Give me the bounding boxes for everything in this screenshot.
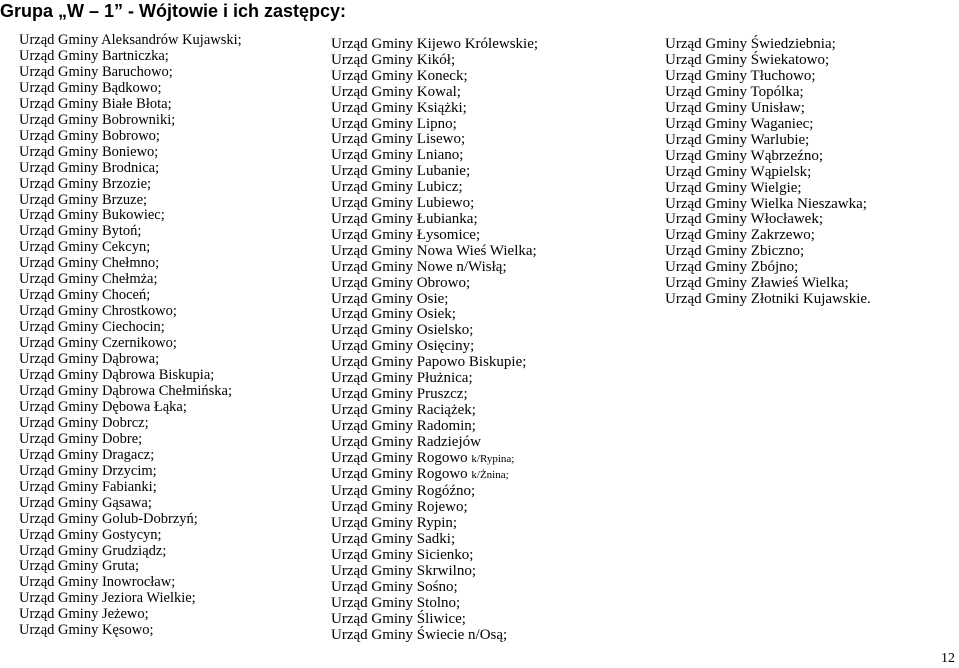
office-list-item: Urząd Gminy Skrwilno; [331, 562, 476, 579]
offices-column-2 [331, 37, 538, 643]
office-list-item: Urząd Gminy Osiek; [331, 306, 456, 323]
offices-column-3 [665, 37, 871, 308]
office-list-item: Urząd Gminy Choceń; [19, 287, 151, 304]
office-list-item: Urząd Gminy Sadki; [331, 531, 456, 548]
office-list-item: Urząd Gminy Kowal; [331, 83, 461, 100]
office-list-item: Urząd Gminy Ciechocin; [19, 319, 165, 336]
office-list-item: Urząd Gminy Gostycyn; [19, 526, 162, 543]
office-list-item: Urząd Gminy Dąbrowa; [19, 351, 160, 368]
office-list-item: Urząd Gminy Raciążek; [331, 401, 476, 418]
office-list-item: Urząd Gminy Rogóźno; [331, 483, 476, 500]
office-list-item: Urząd Gminy Świekatowo; [665, 51, 830, 68]
office-list-item: Urząd Gminy Dąbrowa Biskupia; [19, 367, 215, 384]
office-list-item: Urząd Gminy Chełmno; [19, 255, 160, 272]
office-list-item: Urząd Gminy Papowo Biskupie; [331, 354, 527, 371]
office-list-item: Urząd Gminy Dobrcz; [19, 414, 149, 431]
office-list-item: Urząd Gminy Waganiec; [665, 115, 814, 132]
office-location-note: k/Żnina; [471, 469, 509, 482]
office-list-item: Urząd Gminy Drzycim; [19, 462, 157, 479]
office-list-item: Urząd Gminy Wielka Nieszawka; [665, 195, 867, 212]
office-list-item: Urząd Gminy Cekcyn; [19, 239, 151, 256]
office-list-item: Urząd Gminy Rypin; [331, 515, 458, 532]
office-location-note: k/Rypina; [471, 452, 515, 465]
office-list-item: Urząd Gminy Złotniki Kujawskie. [665, 291, 871, 308]
page-title: Grupa „W – 1” - Wójtowie i ich zastępcy: [0, 1, 347, 21]
office-list-item: Urząd Gminy Koneck; [331, 67, 468, 84]
office-list-item: Urząd Gminy Jeziora Wielkie; [19, 590, 196, 607]
office-list-item: Urząd Gminy Warlubie; [665, 131, 810, 148]
office-list-item: Urząd Gminy Bukowiec; [19, 207, 165, 224]
office-name: Urząd Gminy Rogowo [331, 449, 472, 466]
office-list-item: Urząd Gminy Łubianka; [331, 210, 478, 227]
office-list-item: Urząd Gminy Bartniczka; [19, 47, 169, 64]
office-list-item: Urząd Gminy Bobrowo; [19, 127, 160, 144]
office-list-item: Urząd Gminy Śliwice; [331, 610, 466, 627]
office-list-item: Urząd Gminy Kijewo Królewskie; [331, 36, 539, 52]
office-list-item: Urząd Gminy Wielgie; [665, 179, 802, 196]
office-list-item [331, 451, 538, 468]
office-list-item: Urząd Gminy Dragacz; [19, 446, 155, 463]
office-list-item: Urząd Gminy Gruta; [19, 558, 139, 575]
office-list-item: Urząd Gminy Zławieś Wielka; [665, 275, 849, 292]
office-list-item: Urząd Gminy Dąbrowa Chełmińska; [19, 382, 233, 399]
office-list-item: Urząd Gminy Topólka; [665, 83, 804, 100]
office-list-item: Urząd Gminy Gąsawa; [19, 494, 152, 511]
offices-column-1 [19, 33, 242, 639]
office-list-item: Urząd Gminy Lubiewo; [331, 195, 475, 212]
office-list-item: Urząd Gminy Tłuchowo; [665, 67, 816, 84]
office-list-item: Urząd Gminy Radziejów [331, 433, 481, 450]
office-list-item: Urząd Gminy Dobre; [19, 430, 143, 447]
office-list-item: Urząd Gminy Chrostkowo; [19, 303, 177, 320]
office-list-item: Urząd Gminy Baruchowo; [19, 63, 173, 80]
office-list-item: Urząd Gminy Boniewo; [19, 143, 159, 160]
office-list-item: Urząd Gminy Sośno; [331, 578, 458, 595]
office-name: Urząd Gminy Rogowo [331, 466, 472, 483]
office-list-item: Urząd Gminy Płużnica; [331, 370, 473, 387]
office-list-item: Urząd Gminy Grudziądz; [19, 542, 167, 559]
office-list-item: Urząd Gminy Nowa Wieś Wielka; [331, 242, 537, 259]
office-list-item: Urząd Gminy Osielsko; [331, 322, 474, 339]
office-list-item: Urząd Gminy Brodnica; [19, 159, 160, 176]
office-list-item: Urząd Gminy Inowrocław; [19, 574, 176, 591]
office-list-item: Urząd Gminy Obrowo; [331, 274, 471, 291]
office-list-item: Urząd Gminy Świedziebnia; [665, 36, 836, 52]
office-list-item: Urząd Gminy Brzuze; [19, 191, 148, 208]
office-list-item: Urząd Gminy Stolno; [331, 594, 461, 611]
office-list-item: Urząd Gminy Brzozie; [19, 175, 152, 192]
office-list-item: Urząd Gminy Lisewo; [331, 131, 466, 148]
office-list-item: Urząd Gminy Czernikowo; [19, 335, 177, 352]
office-list-item: Urząd Gminy Lubicz; [331, 179, 463, 196]
office-list-item: Urząd Gminy Lubanie; [331, 163, 471, 180]
office-list-item: Urząd Gminy Włocławek; [665, 211, 824, 228]
office-list-item: Urząd Gminy Lipno; [331, 115, 457, 132]
office-list-item: Urząd Gminy Osięciny; [331, 338, 475, 355]
office-list-item: Urząd Gminy Golub-Dobrzyń; [19, 510, 198, 527]
office-list-item: Urząd Gminy Sicienko; [331, 547, 474, 563]
office-list-item: Urząd Gminy Dębowa Łąka; [19, 398, 187, 415]
office-list-item: Urząd Gminy Rojewo; [331, 499, 468, 516]
office-list-item: Urząd Gminy Białe Błota; [19, 95, 172, 112]
office-list-item: Urząd Gminy Aleksandrów Kujawski; [19, 32, 242, 48]
office-list-item: Urząd Gminy Kęsowo; [19, 622, 154, 639]
office-list-item: Urząd Gminy Wąpielsk; [665, 163, 812, 180]
office-list-item: Urząd Gminy Świecie n/Osą; [331, 626, 508, 643]
office-list-item: Urząd Gminy Bytoń; [19, 223, 142, 240]
office-list-item: Urząd Gminy Zakrzewo; [665, 227, 815, 244]
office-list-item: Urząd Gminy Wąbrzeźno; [665, 147, 823, 164]
office-list-item: Urząd Gminy Lniano; [331, 147, 464, 164]
office-list-item: Urząd Gminy Fabianki; [19, 478, 157, 495]
office-list-item: Urząd Gminy Zbójno; [665, 259, 799, 276]
office-list-item: Urząd Gminy Radomin; [331, 417, 476, 434]
office-list-item: Urząd Gminy Unisław; [665, 99, 805, 116]
office-list-item [331, 467, 538, 484]
office-list-item: Urząd Gminy Nowe n/Wisłą; [331, 258, 507, 275]
office-list-item: Urząd Gminy Książki; [331, 99, 467, 116]
office-list-item: Urząd Gminy Łysomice; [331, 226, 481, 243]
office-list-item: Urząd Gminy Jeżewo; [19, 606, 149, 623]
office-list-item: Urząd Gminy Zbiczno; [665, 243, 805, 260]
office-list-item: Urząd Gminy Bobrowniki; [19, 111, 176, 128]
page-number: 12 [941, 651, 955, 666]
office-list-item: Urząd Gminy Bądkowo; [19, 79, 162, 96]
office-list-item: Urząd Gminy Pruszcz; [331, 385, 468, 402]
office-list-item: Urząd Gminy Kikół; [331, 51, 456, 68]
office-list-item: Urząd Gminy Chełmża; [19, 271, 158, 288]
office-list-item: Urząd Gminy Osie; [331, 290, 449, 307]
